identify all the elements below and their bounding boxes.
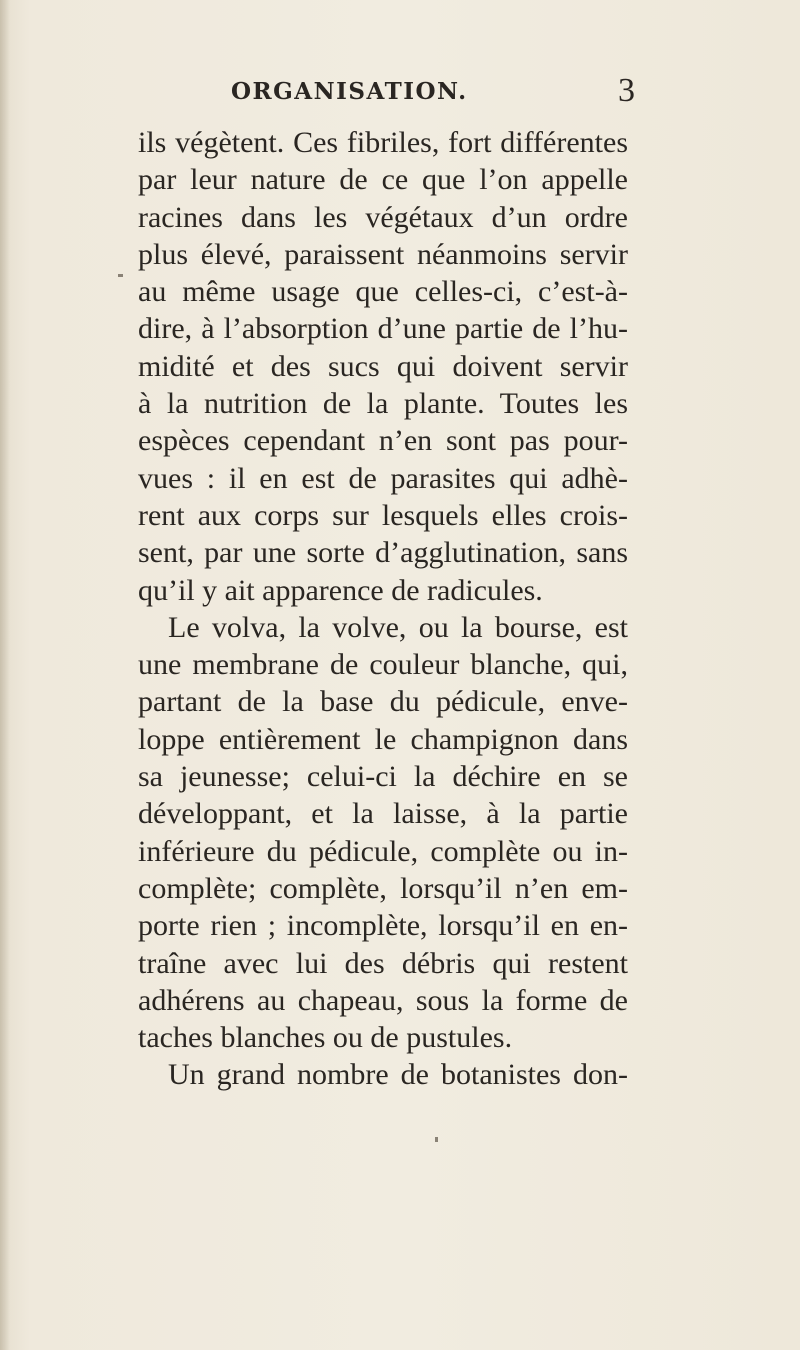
text-line: à la nutrition de la plante. Toutes les <box>138 387 628 421</box>
text-line: qu’il y ait apparence de radicules. <box>138 573 543 607</box>
text-line: vues : il en est de parasites qui adhè- <box>138 461 628 495</box>
text-line: par leur nature de ce que l’on appelle <box>138 163 628 197</box>
running-title: ORGANISATION. <box>231 78 468 105</box>
text-line: ils végètent. Ces fibriles, fort différentes <box>138 126 628 159</box>
page-header <box>135 74 635 114</box>
text-line: une membrane de couleur blanche, qui, <box>138 648 628 682</box>
text-line: taches blanches ou de pustules. <box>138 1021 513 1055</box>
text-line: traîne avec lui des débris qui restent <box>138 946 628 980</box>
spine-shadow <box>0 0 10 1350</box>
text-line: inférieure du pédicule, complète ou in- <box>138 834 628 868</box>
text-line: sa jeunesse; celui-ci la déchire en se <box>138 760 628 794</box>
body-text <box>138 124 628 1094</box>
text-line: Le volva, la volve, ou la bourse, est <box>168 610 628 644</box>
text-line: rent aux corps sur lesquels elles crois- <box>138 498 628 532</box>
page-number: 3 <box>618 72 635 109</box>
text-line: partant de la base du pédicule, enve- <box>138 685 628 719</box>
page-speck <box>435 1137 438 1142</box>
text-line: racines dans les végétaux d’un ordre <box>138 200 628 234</box>
text-line: sent, par une sorte d’agglutination, sans <box>138 536 628 570</box>
text-line: midité et des sucs qui doivent servir <box>138 349 628 383</box>
text-line: développant, et la laisse, à la partie <box>138 797 628 831</box>
text-line: espèces cependant n’en sont pas pour- <box>138 424 628 458</box>
text-line: complète; complète, lorsqu’il n’en em- <box>138 871 628 905</box>
text-line: adhérens au chapeau, sous la forme de <box>138 983 628 1017</box>
text-line: Un grand nombre de botanistes don- <box>168 1058 628 1092</box>
margin-mark <box>118 274 123 277</box>
text-line: plus élevé, paraissent néanmoins servir <box>138 237 628 271</box>
text-line: dire, à l’absorption d’une partie de l’hu- <box>138 312 628 346</box>
text-line: porte rien ; incomplète, lorsqu’il en en- <box>138 909 628 943</box>
text-line: au même usage que celles-ci, c’est-à- <box>138 275 628 309</box>
text-line: loppe entièrement le champignon dans <box>138 722 628 756</box>
